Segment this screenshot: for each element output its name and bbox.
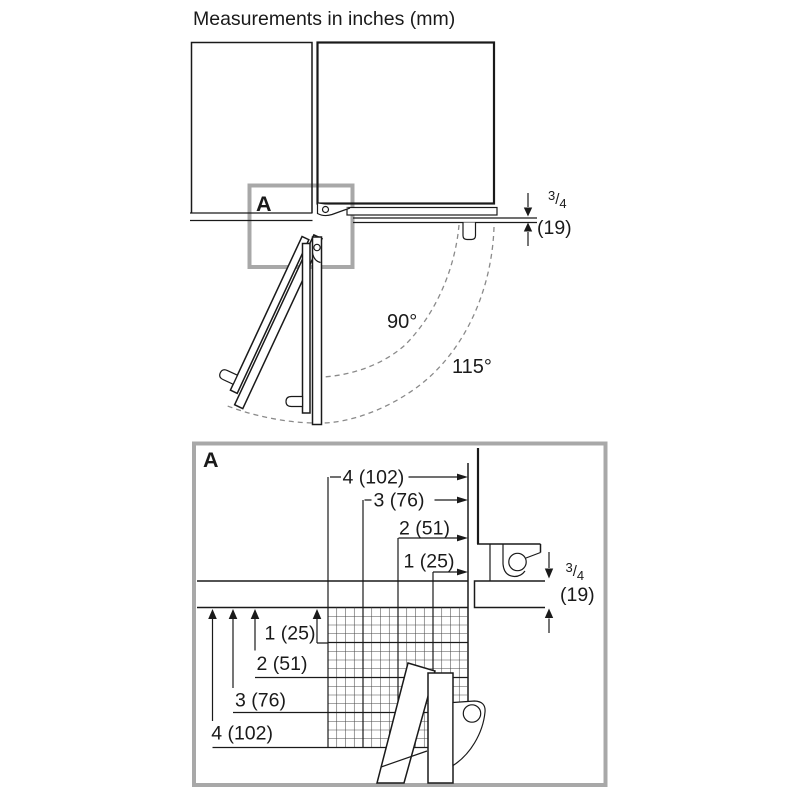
- arrow-right-icon: [457, 474, 468, 481]
- dim-label: 1 (25): [403, 550, 455, 573]
- dim-label: 4 (102): [342, 466, 405, 489]
- door-hinge-pin: [463, 705, 480, 722]
- door-outer-panel: [230, 237, 308, 394]
- dimension-plinth-thickness: [524, 188, 572, 246]
- dim-fraction: $3/_4$: [548, 188, 567, 211]
- arrow-up-icon: [545, 609, 553, 619]
- page-title: Measurements in inches (mm): [193, 8, 456, 30]
- detail-marker-label: A: [203, 448, 219, 472]
- appliance-corner: [477, 448, 541, 581]
- arrow-up-icon: [208, 609, 217, 619]
- arrow-right-icon: [457, 569, 468, 576]
- dim-mm: (19): [537, 217, 572, 239]
- counter-slab-left: [197, 581, 468, 608]
- angle-115-label: 115°: [452, 356, 492, 378]
- door-handle: [286, 397, 303, 407]
- swing-arc-90: [323, 225, 459, 377]
- arrow-up-icon: [251, 609, 260, 619]
- appliance-bottom: [477, 544, 541, 553]
- arrow-down-icon: [524, 208, 532, 217]
- dim-fraction: $3/_4$: [565, 560, 585, 583]
- dimension-clearance-depth: [208, 609, 328, 748]
- appliance-outline: [318, 43, 495, 204]
- arrow-up-icon: [524, 223, 532, 232]
- door-inner-panel: [313, 237, 322, 425]
- arrow-right-icon: [457, 497, 468, 504]
- plinth-strip: [353, 218, 537, 223]
- dimension-plinth-thickness: [545, 552, 595, 633]
- closed-door-slab: [347, 208, 497, 216]
- dim-label: 3 (76): [235, 689, 286, 712]
- arrow-right-icon: [457, 535, 468, 542]
- dim-label: 2 (51): [256, 653, 308, 675]
- dim-label: 4 (102): [211, 722, 273, 745]
- dim-label: 3 (76): [373, 489, 425, 512]
- arrow-down-icon: [545, 569, 553, 579]
- hinge-pin: [509, 553, 526, 570]
- appliance-foot: [463, 223, 476, 240]
- dimension-clearance-right: [330, 467, 468, 576]
- arrow-up-icon: [229, 609, 238, 619]
- door-outer-panel: [303, 244, 311, 414]
- door-handle: [218, 368, 237, 384]
- door-inner-panel: [428, 673, 453, 783]
- dim-label: 2 (51): [399, 517, 450, 540]
- counter-slab-right: [475, 581, 546, 608]
- closed-door-hinge-pin: [323, 207, 329, 213]
- angle-90-label: 90°: [387, 311, 418, 333]
- dim-label: 1 (25): [264, 622, 316, 645]
- door-hinge-pin: [314, 244, 320, 250]
- detail-open-door: [377, 663, 485, 783]
- detail-marker-label: A: [256, 192, 272, 216]
- top-diagram: [190, 8, 572, 425]
- dim-mm: (19): [560, 584, 595, 606]
- arrow-up-icon: [313, 609, 322, 619]
- detail-view: [194, 444, 606, 786]
